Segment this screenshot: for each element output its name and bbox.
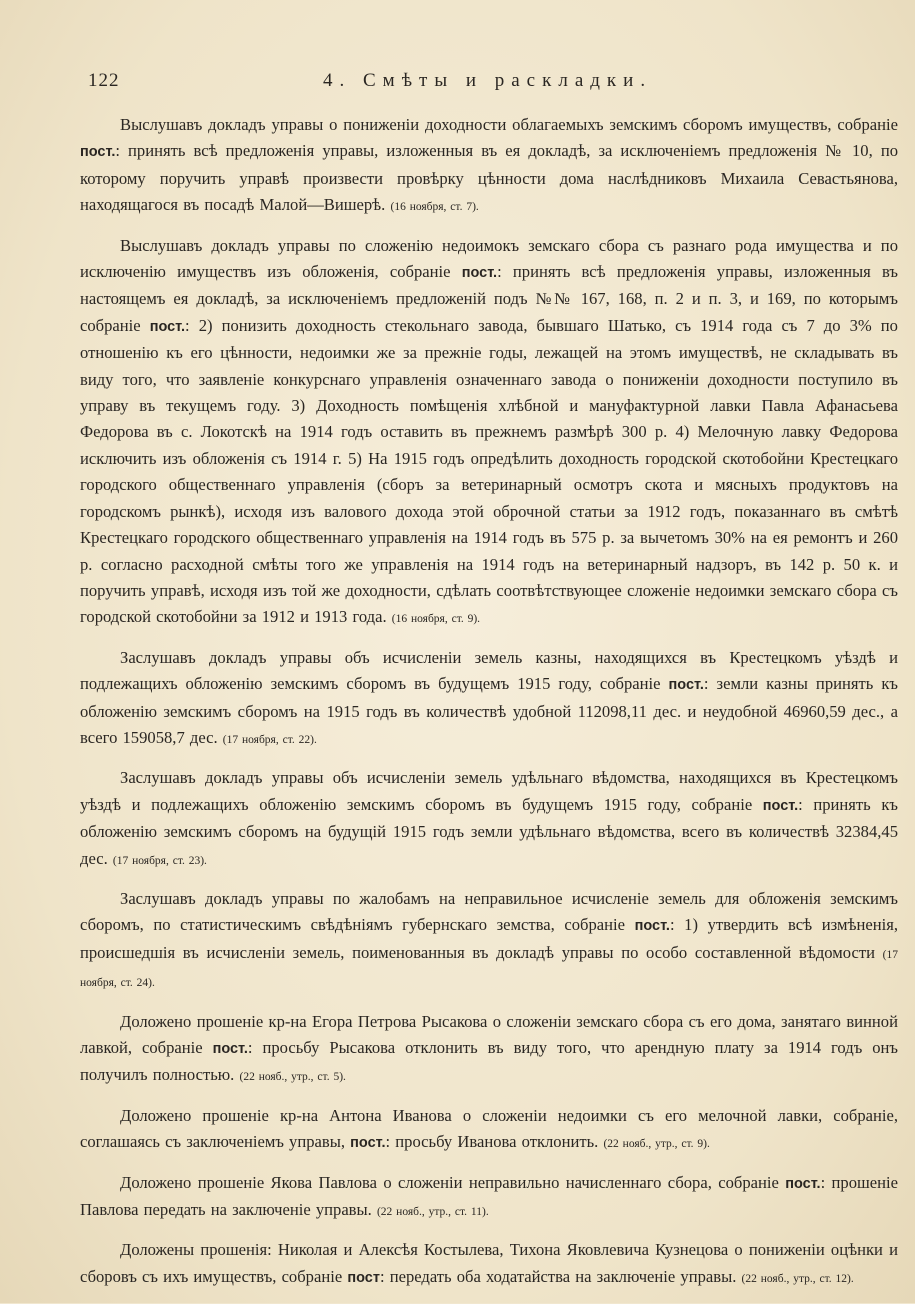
paragraph-5 (80, 886, 898, 997)
paragraph-3 (80, 645, 898, 754)
resolution-keyword: пост. (634, 918, 670, 935)
page-header (88, 70, 875, 100)
paragraph-text: Доложено прошеніе кр-на Егора Петрова Рысакова о сложеніи земскаго сбора съ его дома, занятаго винной лавкой, собраніе (80, 1011, 898, 1057)
paragraph-text: Доложено прошеніе Якова Павлова о сложеніи неправильно начисленнаго сбора, собраніе (120, 1172, 786, 1192)
session-reference: (22 нояб., утр., ст. 12). (741, 1272, 854, 1285)
paragraph-text: : принять всѣ предложенія управы, изложенныя въ ея докладѣ, за исключеніемъ предложенія № 10, по которому поручить управѣ произвести провѣрку цѣнности дома наслѣдниковъ Михаила Севастьянова, находящагося въ посадѣ Малой—Вишерѣ. (80, 141, 898, 215)
paragraph-2 (80, 233, 898, 633)
resolution-keyword: пост. (212, 1041, 248, 1057)
session-reference: (22 нояб., утр., ст. 5). (239, 1071, 346, 1084)
paragraph-text: : передать оба ходатайства на заключеніе управы. (379, 1266, 742, 1286)
paragraph-text: Заслушавъ докладъ управы объ исчисленіи земель удѣльнаго вѣдомства, находящихся въ Крестецкомъ уѣздѣ и подлежащихъ обложенію земскимъ сборомъ въ будущемъ 1915 году, собраніе (80, 768, 898, 814)
page-number: 122 (88, 70, 120, 91)
paragraph-text: Выслушавъ докладъ управы по сложенію недоимокъ земскаго сбора съ разнаго рода имущества и по исключенію имуществъ изъ обложенія, собраніе (80, 235, 898, 282)
paragraph-6 (80, 1009, 898, 1091)
paragraph-text: : земли казны принять къ обложенію земскимъ сборомъ на 1915 годъ въ количествѣ удобной 112098,11 дес. и неудобной 46960,59 дес., а всего 159058,7 дес. (80, 674, 898, 747)
paragraph-text: : просьбу Рысакова отклонить въ виду того, что арендную плату за 1914 годъ онъ получилъ полностью. (80, 1038, 898, 1085)
session-reference: (16 ноября, ст. 7). (390, 201, 479, 214)
paragraph-text: Выслушавъ докладъ управы о пониженіи доходности облагаемыхъ земскимъ сборомъ имуществъ, собраніе (120, 115, 898, 134)
resolution-keyword: пост. (350, 1135, 386, 1152)
resolution-keyword: пост. (762, 797, 799, 814)
paragraph-1 (80, 112, 898, 221)
resolution-keyword: пост. (461, 265, 498, 282)
paragraph-text: : принять къ обложенію земскимъ сборомъ на будущій 1915 годъ земли удѣльнаго вѣдомства, всего въ количествѣ 32384,45 дес. (80, 794, 898, 868)
session-reference: (17 ноября, ст. 22). (222, 733, 317, 746)
session-reference: (22 нояб., утр., ст. 9). (603, 1138, 710, 1151)
paragraph-text: : принять всѣ предложенія управы, изложенныя въ настоящемъ ея докладѣ, за исключеніемъ предложеній подъ №№ 167, 168, п. 2 и п. 3, и 169, по которымъ собраніе (80, 262, 898, 335)
paragraph-text: Заслушавъ докладъ управы объ исчисленіи земель казны, находящихся въ Крестецкомъ уѣздѣ и подлежащихъ обложенію земскимъ сборомъ въ будущемъ 1915 году, собраніе (80, 647, 898, 694)
session-reference: (17 ноября, ст. 24). (80, 948, 898, 990)
paragraph-text: : просьбу Иванова отклонить. (385, 1132, 604, 1152)
resolution-keyword: пост. (668, 677, 704, 694)
paragraph-9 (80, 1237, 898, 1292)
page-body (80, 112, 898, 1304)
paragraph-text: : 1) утвердить всѣ измѣненія, происшедшія въ исчисленіи земель, поименованныя въ докладѣ управы по особо составленной вѣдомости (80, 915, 898, 962)
session-reference: (22 нояб., утр., ст. 11). (376, 1206, 489, 1219)
paragraph-8 (80, 1170, 898, 1226)
paragraph-text: : прошеніе Павлова передать на заключеніе управы. (80, 1172, 899, 1220)
paragraph-text: Доложено прошеніе кр-на Антона Иванова о сложеніи недоимки съ его мелочной лавки, собраніе, соглашаясь съ заключеніемъ управы, (80, 1105, 898, 1152)
resolution-keyword: пост. (80, 144, 116, 161)
paragraph-text: Заслушавъ докладъ управы по жалобамъ на неправильное исчисленіе земель для обложенія земскимъ сборомъ, по статистическимъ свѣдѣніямъ губернскаго земства, собраніе (80, 888, 898, 935)
session-reference: (16 ноября, ст. 9). (391, 613, 481, 626)
resolution-keyword: пост. (785, 1175, 821, 1192)
running-title: 4. Смѣты и раскладки. (323, 70, 653, 91)
paragraph-text: : 2) понизить доходность стекольнаго завода, бывшаго Шатько, съ 1914 года съ 7 до 3% по отношенію къ его цѣнности, недоимки же за прежніе годы, лежащей на этомъ имуществѣ, не складывать въ виду того, что заявленіе конкурснаго управленія означеннаго завода о пониженіи доходности поступило въ управу въ текущемъ году. 3) Доходность помѣщенія хлѣбной и мануфактурной лавки Павла Афанасьева Федорова въ с. Локотскѣ на 1914 годъ оставить въ прежнемъ размѣрѣ 300 р. 4) Мелочную лавку Федорова исключить изъ обложенія съ 1914 г. 5) На 1915 годъ опредѣлить доходность городской скотобойни Крестецкаго городского общественнаго управленія (сборъ за ветеринарный осмотръ скота и мясныхъ продуктовъ на городскомъ рынкѣ), исходя изъ валового дохода этой оброчной статьи за 1912 годъ, показаннаго въ смѣтѣ Крестецкаго городского общественнаго управленія на 1914 годъ въ 575 р. за вычетомъ 30% на ея ремонтъ и 260 р. согласно расходной смѣты того же управленія на 1914 годъ на ветеринарный надзоръ, въ 142 р. 50 к. и поручить управѣ, исходя изъ той же доходности, сдѣлать соотвѣтствующее сложеніе недоимки земскаго сбора съ городской скотобойни за 1912 и 1913 года. (80, 315, 898, 627)
paragraph-7 (80, 1103, 898, 1158)
paragraph-text: Доложены прошенія: Николая и Алексѣя Костылева, Тихона Яковлевича Кузнецова о пониженіи оцѣнки и сборовъ съ ихъ имуществъ, собраніе (80, 1240, 898, 1286)
resolution-keyword: пост (347, 1269, 380, 1286)
paragraph-4 (80, 765, 898, 874)
session-reference: (17 ноября, ст. 23). (112, 854, 207, 867)
resolution-keyword: пост. (149, 318, 186, 335)
